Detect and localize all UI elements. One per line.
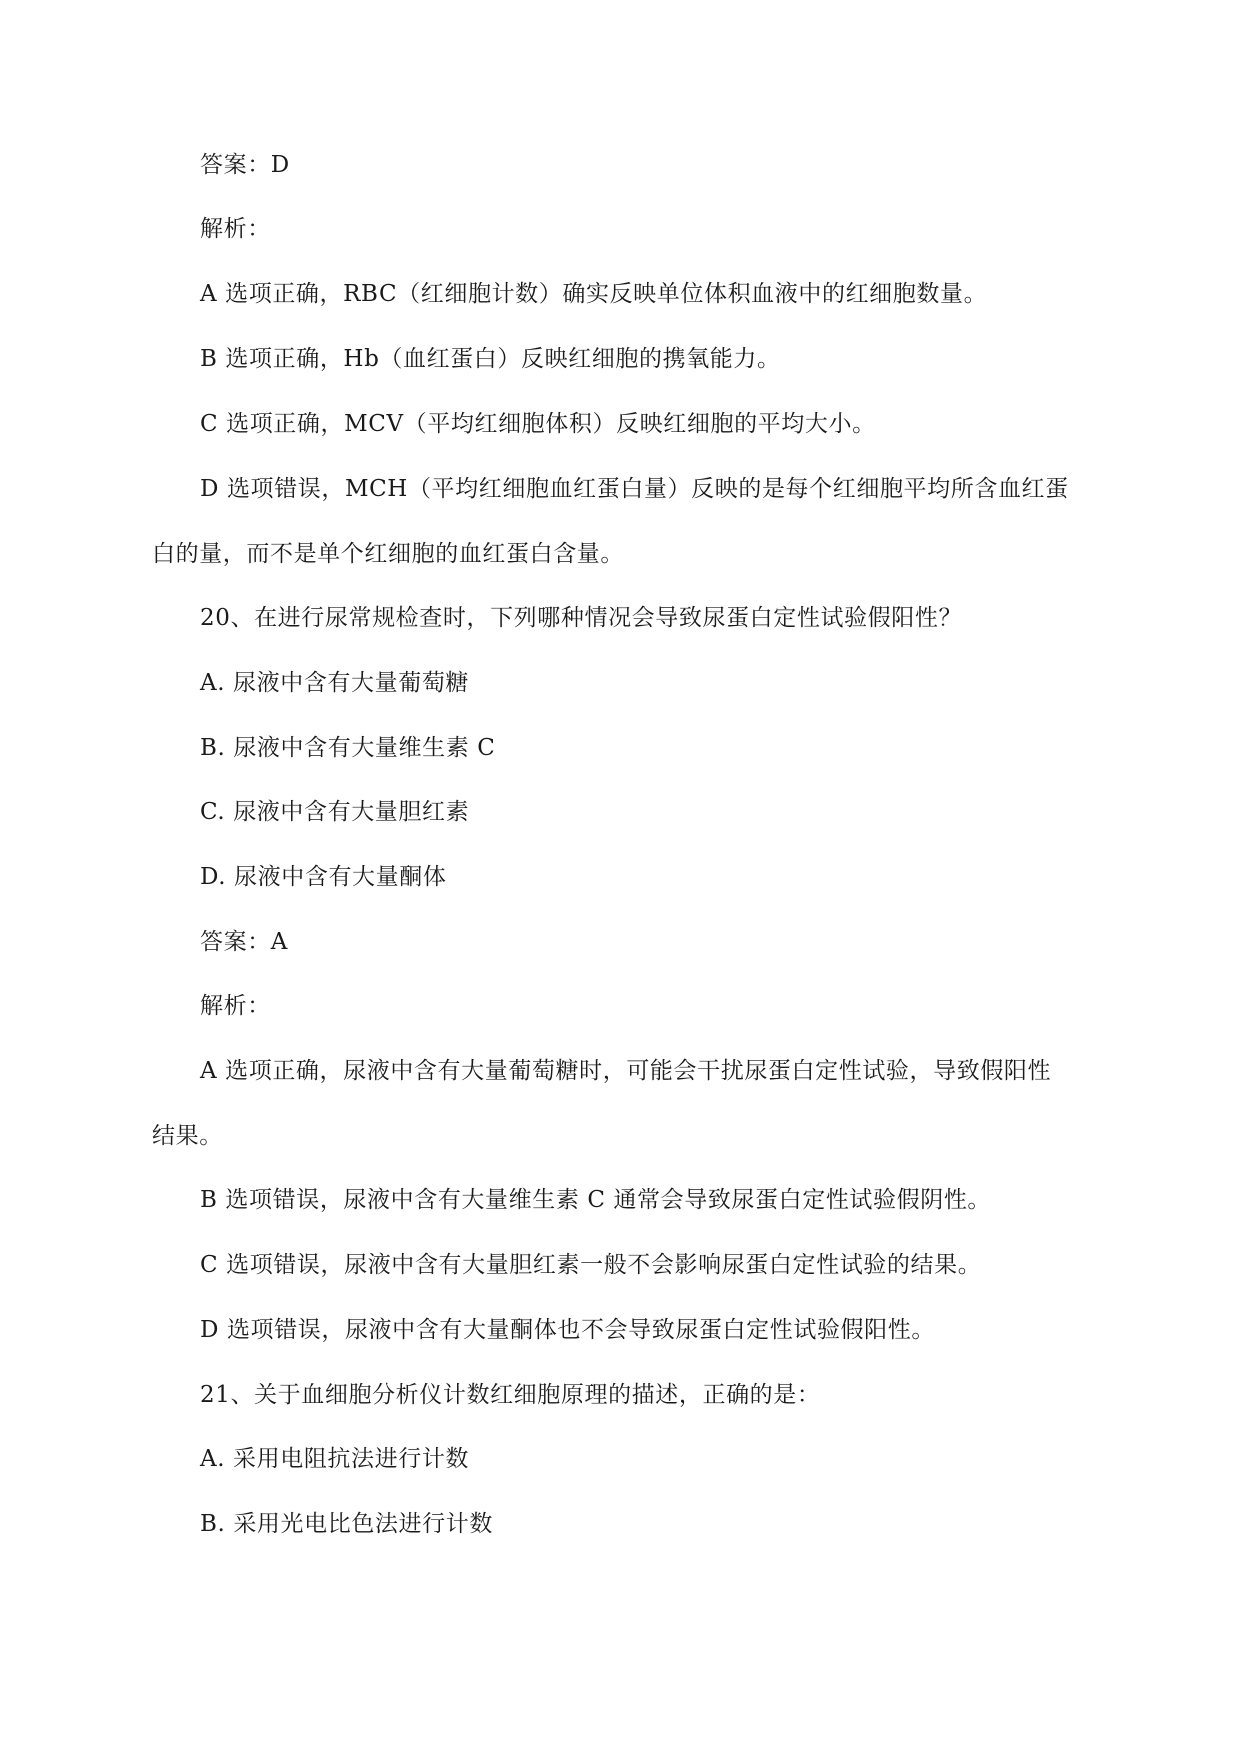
q19-explanation-b: B 选项正确，Hb（血红蛋白）反映红细胞的携氧能力。 [200, 346, 781, 372]
q19-analysis-label: 解析： [200, 216, 271, 242]
q20-explanation-b: B 选项错误，尿液中含有大量维生素 C 通常会导致尿蛋白定性试验假阴性。 [200, 1187, 992, 1213]
q20-explanation-c: C 选项错误，尿液中含有大量胆红素一般不会影响尿蛋白定性试验的结果。 [200, 1252, 982, 1278]
q20-option-d: D. 尿液中含有大量酮体 [200, 864, 447, 890]
q20-explanation-a-line1: A 选项正确，尿液中含有大量葡萄糖时，可能会干扰尿蛋白定性试验，导致假阳性 [200, 1058, 1052, 1084]
q21-question: 21、关于血细胞分析仪计数红细胞原理的描述，正确的是： [200, 1382, 821, 1408]
q20-option-b: B. 尿液中含有大量维生素 C [200, 735, 496, 761]
q19-explanation-c: C 选项正确，MCV（平均红细胞体积）反映红细胞的平均大小。 [200, 411, 876, 437]
q21-option-b: B. 采用光电比色法进行计数 [200, 1511, 493, 1537]
q20-option-a: A. 尿液中含有大量葡萄糖 [200, 670, 470, 696]
q20-explanation-a-line2: 结果。 [152, 1123, 223, 1149]
q20-explanation-d: D 选项错误，尿液中含有大量酮体也不会导致尿蛋白定性试验假阳性。 [200, 1317, 935, 1343]
q20-analysis-label: 解析： [200, 993, 271, 1019]
q19-explanation-d-line2: 白的量，而不是单个红细胞的血红蛋白含量。 [152, 541, 624, 567]
q19-explanation-d-line1: D 选项错误，MCH（平均红细胞血红蛋白量）反映的是每个红细胞平均所含血红蛋 [200, 476, 1069, 502]
q20-answer: 答案：A [200, 929, 289, 955]
q20-option-c: C. 尿液中含有大量胆红素 [200, 799, 470, 825]
q21-option-a: A. 采用电阻抗法进行计数 [200, 1446, 470, 1472]
q19-explanation-a: A 选项正确，RBC（红细胞计数）确实反映单位体积血液中的红细胞数量。 [200, 281, 988, 307]
q19-answer: 答案：D [200, 152, 290, 178]
q20-question: 20、在进行尿常规检查时，下列哪种情况会导致尿蛋白定性试验假阳性？ [200, 605, 963, 631]
